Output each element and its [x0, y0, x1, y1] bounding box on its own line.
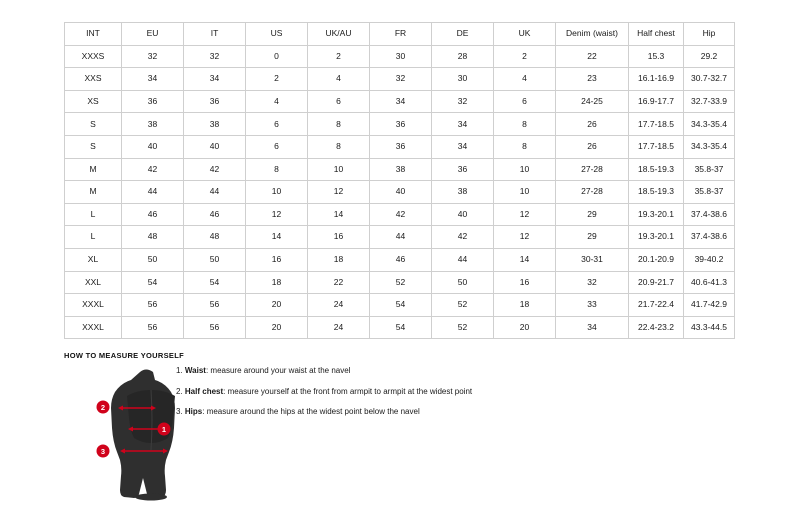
cell-denim-waist: 22: [556, 45, 629, 68]
cell-it: 42: [184, 158, 246, 181]
mannequin-stand-base: [135, 494, 167, 501]
cell-uk: 16: [494, 271, 556, 294]
cell-uk-au: 18: [308, 248, 370, 271]
column-header-uk: UK: [494, 23, 556, 46]
marker-2-label: 2: [100, 403, 106, 412]
column-header-eu: EU: [122, 23, 184, 46]
cell-hip: 35.8-37: [684, 158, 735, 181]
cell-fr: 54: [370, 294, 432, 317]
cell-uk-au: 16: [308, 226, 370, 249]
table-row: [65, 135, 735, 158]
column-header-it: IT: [184, 23, 246, 46]
cell-uk: 8: [494, 113, 556, 136]
cell-eu: 56: [122, 316, 184, 339]
cell-us: 14: [246, 226, 308, 249]
cell-fr: 42: [370, 203, 432, 226]
cell-it: 46: [184, 203, 246, 226]
cell-us: 16: [246, 248, 308, 271]
cell-fr: 40: [370, 181, 432, 204]
cell-us: 0: [246, 45, 308, 68]
cell-denim-waist: 27-28: [556, 158, 629, 181]
cell-uk: 10: [494, 158, 556, 181]
cell-uk-au: 24: [308, 294, 370, 317]
cell-eu: 50: [122, 248, 184, 271]
size-table: [64, 22, 735, 339]
cell-it: 32: [184, 45, 246, 68]
column-header-fr: FR: [370, 23, 432, 46]
cell-denim-waist: 29: [556, 226, 629, 249]
measurement-instructions: [176, 366, 576, 428]
cell-de: 42: [432, 226, 494, 249]
instruction-half-chest-term: Half chest: [184, 386, 224, 396]
size-table-head: [65, 23, 735, 46]
cell-de: 36: [432, 158, 494, 181]
cell-de: 52: [432, 294, 494, 317]
column-header-uk-au: UK/AU: [308, 23, 370, 46]
cell-eu: 48: [122, 226, 184, 249]
cell-hip: 29.2: [684, 45, 735, 68]
cell-hip: 34.3-35.4: [684, 135, 735, 158]
cell-fr: 32: [370, 68, 432, 91]
cell-eu: 56: [122, 294, 184, 317]
cell-hip: 43.3-44.5: [684, 316, 735, 339]
instruction-hips-term: Hips: [184, 407, 203, 417]
cell-it: 54: [184, 271, 246, 294]
cell-uk-au: 2: [308, 45, 370, 68]
cell-int: XXXL: [65, 294, 122, 317]
cell-int: XXS: [65, 68, 122, 91]
cell-denim-waist: 34: [556, 316, 629, 339]
cell-fr: 36: [370, 135, 432, 158]
table-row: [65, 45, 735, 68]
cell-us: 6: [246, 135, 308, 158]
cell-uk: 12: [494, 203, 556, 226]
cell-it: 38: [184, 113, 246, 136]
table-header-row: [65, 23, 735, 46]
cell-denim-waist: 32: [556, 271, 629, 294]
cell-hip: 41.7-42.9: [684, 294, 735, 317]
cell-hip: 30.7-32.7: [684, 68, 735, 91]
cell-int: M: [65, 181, 122, 204]
table-row: [65, 158, 735, 181]
table-row: [65, 271, 735, 294]
cell-int: L: [65, 203, 122, 226]
instruction-waist-text: : measure around your waist at the navel: [205, 366, 351, 375]
table-row: [65, 90, 735, 113]
cell-uk: 6: [494, 90, 556, 113]
cell-uk-au: 24: [308, 316, 370, 339]
cell-it: 36: [184, 90, 246, 113]
table-row: [65, 181, 735, 204]
cell-half-chest: 17.7-18.5: [629, 135, 684, 158]
cell-denim-waist: 33: [556, 294, 629, 317]
table-row: [65, 113, 735, 136]
cell-uk: 8: [494, 135, 556, 158]
marker-3-label: 3: [100, 447, 106, 456]
cell-denim-waist: 26: [556, 113, 629, 136]
cell-int: XXXS: [65, 45, 122, 68]
cell-hip: 37.4-38.6: [684, 226, 735, 249]
cell-half-chest: 20.1-20.9: [629, 248, 684, 271]
table-row: [65, 316, 735, 339]
column-header-us: US: [246, 23, 308, 46]
cell-uk: 20: [494, 316, 556, 339]
cell-uk: 10: [494, 181, 556, 204]
cell-denim-waist: 29: [556, 203, 629, 226]
cell-denim-waist: 26: [556, 135, 629, 158]
cell-half-chest: 15.3: [629, 45, 684, 68]
cell-de: 44: [432, 248, 494, 271]
cell-eu: 36: [122, 90, 184, 113]
cell-de: 38: [432, 181, 494, 204]
cell-eu: 44: [122, 181, 184, 204]
cell-eu: 40: [122, 135, 184, 158]
cell-int: S: [65, 113, 122, 136]
cell-half-chest: 22.4-23.2: [629, 316, 684, 339]
cell-fr: 52: [370, 271, 432, 294]
cell-int: L: [65, 226, 122, 249]
cell-us: 8: [246, 158, 308, 181]
table-row: [65, 68, 735, 91]
cell-uk-au: 4: [308, 68, 370, 91]
cell-denim-waist: 30-31: [556, 248, 629, 271]
cell-fr: 54: [370, 316, 432, 339]
cell-int: S: [65, 135, 122, 158]
cell-it: 34: [184, 68, 246, 91]
table-row: [65, 248, 735, 271]
cell-us: 20: [246, 316, 308, 339]
cell-hip: 37.4-38.6: [684, 203, 735, 226]
cell-de: 34: [432, 113, 494, 136]
cell-eu: 42: [122, 158, 184, 181]
cell-hip: 32.7-33.9: [684, 90, 735, 113]
how-to-measure-title: HOW TO MEASURE YOURSELF: [64, 351, 184, 360]
cell-us: 20: [246, 294, 308, 317]
cell-half-chest: 17.7-18.5: [629, 113, 684, 136]
cell-int: XS: [65, 90, 122, 113]
cell-uk-au: 14: [308, 203, 370, 226]
cell-fr: 38: [370, 158, 432, 181]
column-header-de: DE: [432, 23, 494, 46]
cell-hip: 35.8-37: [684, 181, 735, 204]
cell-int: XXL: [65, 271, 122, 294]
cell-uk: 4: [494, 68, 556, 91]
size-table-body: [65, 45, 735, 339]
cell-fr: 44: [370, 226, 432, 249]
instruction-hips: [176, 407, 576, 417]
cell-eu: 34: [122, 68, 184, 91]
column-header-half-chest: Half chest: [629, 23, 684, 46]
cell-it: 56: [184, 316, 246, 339]
instruction-waist-term: Waist: [184, 366, 206, 375]
column-header-int: INT: [65, 23, 122, 46]
cell-eu: 54: [122, 271, 184, 294]
cell-de: 30: [432, 68, 494, 91]
cell-eu: 46: [122, 203, 184, 226]
cell-de: 34: [432, 135, 494, 158]
cell-hip: 39-40.2: [684, 248, 735, 271]
instruction-half-chest-number: 2.: [176, 386, 183, 396]
size-table-container: [64, 22, 734, 339]
marker-1-label: 1: [161, 425, 167, 434]
cell-uk-au: 8: [308, 135, 370, 158]
cell-half-chest: 18.5-19.3: [629, 158, 684, 181]
cell-half-chest: 21.7-22.4: [629, 294, 684, 317]
cell-de: 50: [432, 271, 494, 294]
cell-uk-au: 6: [308, 90, 370, 113]
cell-de: 52: [432, 316, 494, 339]
cell-half-chest: 16.1-16.9: [629, 68, 684, 91]
instruction-hips-number: 3.: [176, 407, 183, 417]
cell-de: 40: [432, 203, 494, 226]
cell-int: XXXL: [65, 316, 122, 339]
cell-us: 4: [246, 90, 308, 113]
cell-half-chest: 16.9-17.7: [629, 90, 684, 113]
instruction-half-chest: [176, 387, 576, 397]
cell-denim-waist: 23: [556, 68, 629, 91]
cell-half-chest: 19.3-20.1: [629, 226, 684, 249]
table-row: [65, 226, 735, 249]
column-header-hip: Hip: [684, 23, 735, 46]
cell-uk-au: 12: [308, 181, 370, 204]
cell-fr: 30: [370, 45, 432, 68]
cell-uk-au: 22: [308, 271, 370, 294]
cell-us: 2: [246, 68, 308, 91]
cell-eu: 38: [122, 113, 184, 136]
cell-it: 44: [184, 181, 246, 204]
cell-fr: 34: [370, 90, 432, 113]
cell-fr: 36: [370, 113, 432, 136]
cell-uk: 12: [494, 226, 556, 249]
cell-it: 50: [184, 248, 246, 271]
cell-uk: 18: [494, 294, 556, 317]
instruction-hips-text: : measure around the hips at the widest point below the navel: [202, 407, 420, 417]
cell-denim-waist: 27-28: [556, 181, 629, 204]
cell-us: 18: [246, 271, 308, 294]
cell-de: 28: [432, 45, 494, 68]
cell-uk: 2: [494, 45, 556, 68]
cell-it: 40: [184, 135, 246, 158]
table-row: [65, 294, 735, 317]
cell-uk: 14: [494, 248, 556, 271]
cell-us: 12: [246, 203, 308, 226]
cell-de: 32: [432, 90, 494, 113]
table-row: [65, 203, 735, 226]
cell-fr: 46: [370, 248, 432, 271]
cell-int: M: [65, 158, 122, 181]
cell-it: 48: [184, 226, 246, 249]
cell-uk-au: 10: [308, 158, 370, 181]
cell-int: XL: [65, 248, 122, 271]
cell-hip: 40.6-41.3: [684, 271, 735, 294]
cell-half-chest: 19.3-20.1: [629, 203, 684, 226]
cell-us: 6: [246, 113, 308, 136]
instruction-half-chest-text: : measure yourself at the front from armpit to armpit at the widest point: [223, 386, 473, 396]
instruction-waist-number: 1.: [176, 366, 183, 375]
cell-it: 56: [184, 294, 246, 317]
column-header-denim-waist: Denim (waist): [556, 23, 629, 46]
cell-hip: 34.3-35.4: [684, 113, 735, 136]
cell-eu: 32: [122, 45, 184, 68]
cell-half-chest: 18.5-19.3: [629, 181, 684, 204]
cell-uk-au: 8: [308, 113, 370, 136]
cell-us: 10: [246, 181, 308, 204]
cell-denim-waist: 24-25: [556, 90, 629, 113]
instruction-waist: [176, 366, 576, 376]
cell-half-chest: 20.9-21.7: [629, 271, 684, 294]
